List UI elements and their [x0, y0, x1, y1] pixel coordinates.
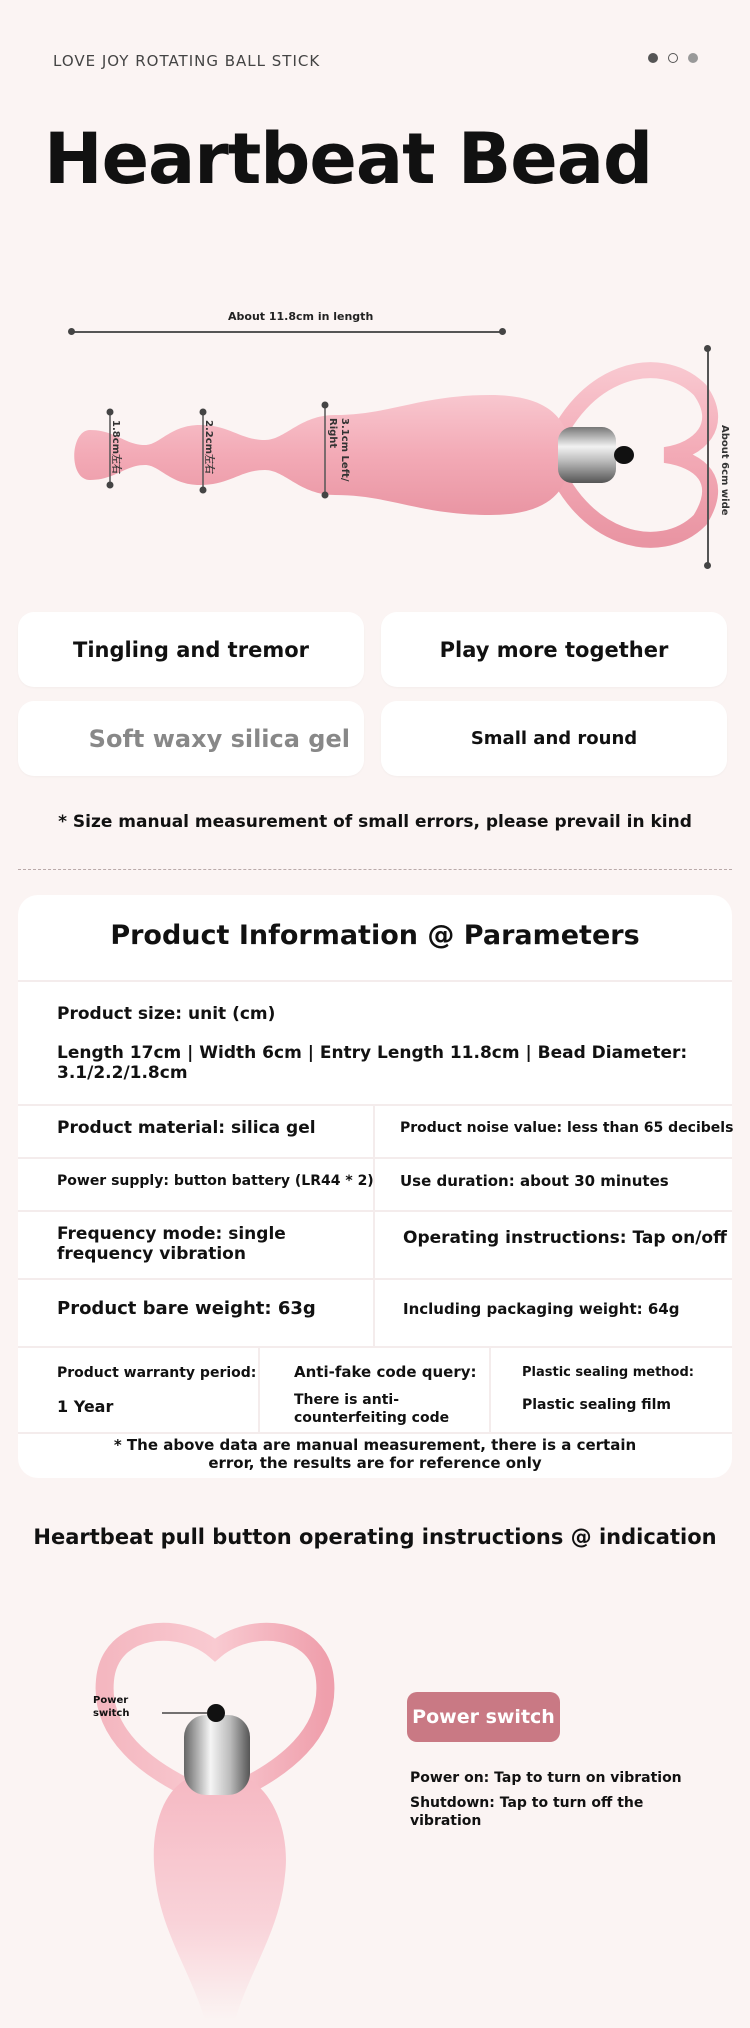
param-power: Power supply: button battery (LR44 * 2): [57, 1173, 374, 1189]
divider: [18, 869, 732, 870]
feature-label: Tingling and tremor: [73, 637, 309, 662]
params-title: Product Information @ Parameters: [110, 920, 640, 951]
carousel-dots: [648, 53, 698, 63]
feature-card-together: [381, 612, 727, 687]
carousel-dot-1[interactable]: [648, 53, 658, 63]
power-switch-callout: Power switch: [93, 1695, 130, 1719]
feature-label: Small and round: [470, 728, 638, 749]
param-operating: Operating instructions: Tap on/off: [403, 1228, 727, 1248]
param-warranty-label: Product warranty period:: [57, 1365, 257, 1381]
carousel-dot-2[interactable]: [668, 53, 678, 63]
instruction-product-image: [90, 1620, 350, 2020]
param-antifake-label: Anti-fake code query:: [294, 1363, 477, 1381]
shutdown-text: Shutdown: Tap to turn off the vibration: [410, 1795, 644, 1829]
param-duration: Use duration: about 30 minutes: [400, 1172, 669, 1190]
size-note: * Size manual measurement of small errors, please prevail in kind: [58, 812, 692, 832]
page-title: Heartbeat Bead: [44, 118, 653, 200]
param-antifake-value: There is anti-counterfeiting code: [294, 1392, 450, 1426]
power-on-text: Power on: Tap to turn on vibration: [410, 1770, 682, 1786]
feature-label: Soft waxy silica gel: [88, 724, 350, 753]
param-pack-weight: Including packaging weight: 64g: [403, 1300, 680, 1318]
param-sealing-value: Plastic sealing film: [522, 1397, 672, 1413]
param-size-value: Length 17cm | Width 6cm | Entry Length 11.8cm | Bead Diameter: 3.1/2.2/1.8cm: [57, 1043, 688, 1083]
brand-line: LOVE JOY ROTATING BALL STICK: [53, 52, 321, 70]
feature-card-small: [381, 701, 727, 776]
param-noise: Product noise value: less than 65 decibels: [400, 1120, 734, 1136]
width-label: About 6cm wide: [719, 425, 730, 516]
param-size-label: Product size: unit (cm): [57, 1004, 276, 1024]
power-switch-button[interactable]: [407, 1692, 560, 1742]
bead2-label: 2.2cm左右: [203, 420, 214, 475]
instructions-title: Heartbeat pull button operating instructions @ indication: [33, 1525, 717, 1549]
bead1-label: 1.8cm左右: [110, 420, 121, 475]
feature-card-silica: [18, 701, 364, 776]
param-warranty-value: 1 Year: [57, 1397, 114, 1416]
feature-label: Play more together: [439, 637, 669, 662]
feature-card-tingling: [18, 612, 364, 687]
length-label: About 11.8cm in length: [228, 310, 374, 323]
power-switch-button-label: Power switch: [412, 1706, 555, 1728]
product-image: [60, 330, 720, 570]
param-sealing-label: Plastic sealing method:: [522, 1365, 694, 1380]
param-bare-weight: Product bare weight: 63g: [57, 1298, 316, 1319]
param-frequency: Frequency mode: single frequency vibration: [57, 1224, 286, 1264]
param-material: Product material: silica gel: [57, 1118, 316, 1138]
carousel-dot-3[interactable]: [688, 53, 698, 63]
bead3-label: 3.1cm Left/ Right: [327, 418, 350, 482]
params-footnote: * The above data are manual measurement, there is a certain error, the results are for reference only: [113, 1436, 637, 1472]
